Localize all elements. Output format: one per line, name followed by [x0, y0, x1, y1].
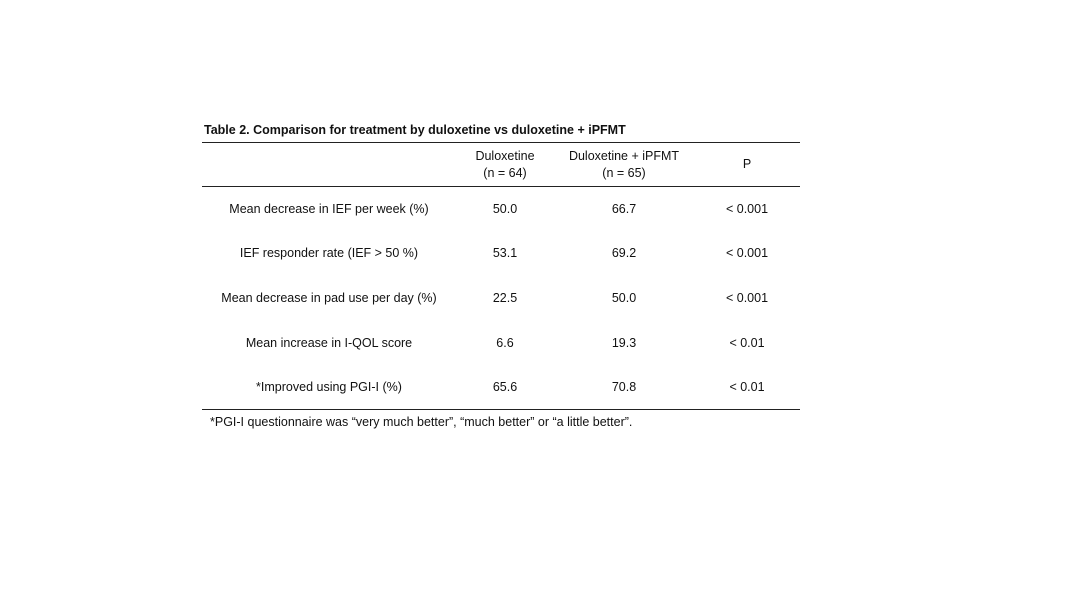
- row-label: Mean decrease in pad use per day (%): [221, 290, 437, 305]
- combo-value: 19.3: [611, 335, 637, 350]
- p-value: < 0.001: [725, 202, 769, 217]
- p-value: < 0.01: [729, 379, 765, 394]
- header-combo-n: (n = 65): [602, 165, 646, 180]
- header-duloxetine: [456, 143, 554, 187]
- header-duloxetine-n: (n = 64): [483, 165, 527, 180]
- comparison-table-container: [202, 122, 800, 429]
- duloxetine-value: 50.0: [492, 202, 518, 217]
- table-header-row: [202, 143, 800, 187]
- header-combo-title: Duloxetine + iPFMT: [568, 148, 680, 163]
- row-label: Mean decrease in IEF per week (%): [229, 202, 429, 217]
- table-row: [202, 320, 800, 365]
- header-combo: [554, 143, 694, 187]
- duloxetine-value: 65.6: [492, 379, 518, 394]
- combo-value: 69.2: [611, 246, 637, 261]
- duloxetine-value: 6.6: [496, 335, 514, 350]
- row-label: Mean increase in I-QOL score: [245, 335, 413, 350]
- p-value: < 0.01: [729, 335, 765, 350]
- table-footnote: *PGI-I questionnaire was “very much better”, “much better” or “a little better”.: [210, 414, 633, 429]
- header-duloxetine-title: Duloxetine: [475, 148, 535, 163]
- table-row: [202, 231, 800, 276]
- comparison-table: [202, 142, 800, 410]
- p-value: < 0.001: [725, 246, 769, 261]
- duloxetine-value: 53.1: [492, 246, 518, 261]
- combo-value: 70.8: [611, 379, 637, 394]
- table-row: [202, 365, 800, 410]
- p-value: < 0.001: [725, 290, 769, 305]
- header-p-title: P: [742, 157, 752, 171]
- duloxetine-value: 22.5: [492, 290, 518, 305]
- header-p: [694, 143, 800, 187]
- table-row: [202, 187, 800, 232]
- combo-value: 66.7: [611, 202, 637, 217]
- combo-value: 50.0: [611, 290, 637, 305]
- row-label: IEF responder rate (IEF > 50 %): [239, 246, 419, 261]
- table-row: [202, 276, 800, 321]
- table-caption: Table 2. Comparison for treatment by duloxetine vs duloxetine + iPFMT: [204, 123, 626, 137]
- row-label: *Improved using PGI-I (%): [256, 379, 402, 394]
- header-empty: [202, 143, 456, 187]
